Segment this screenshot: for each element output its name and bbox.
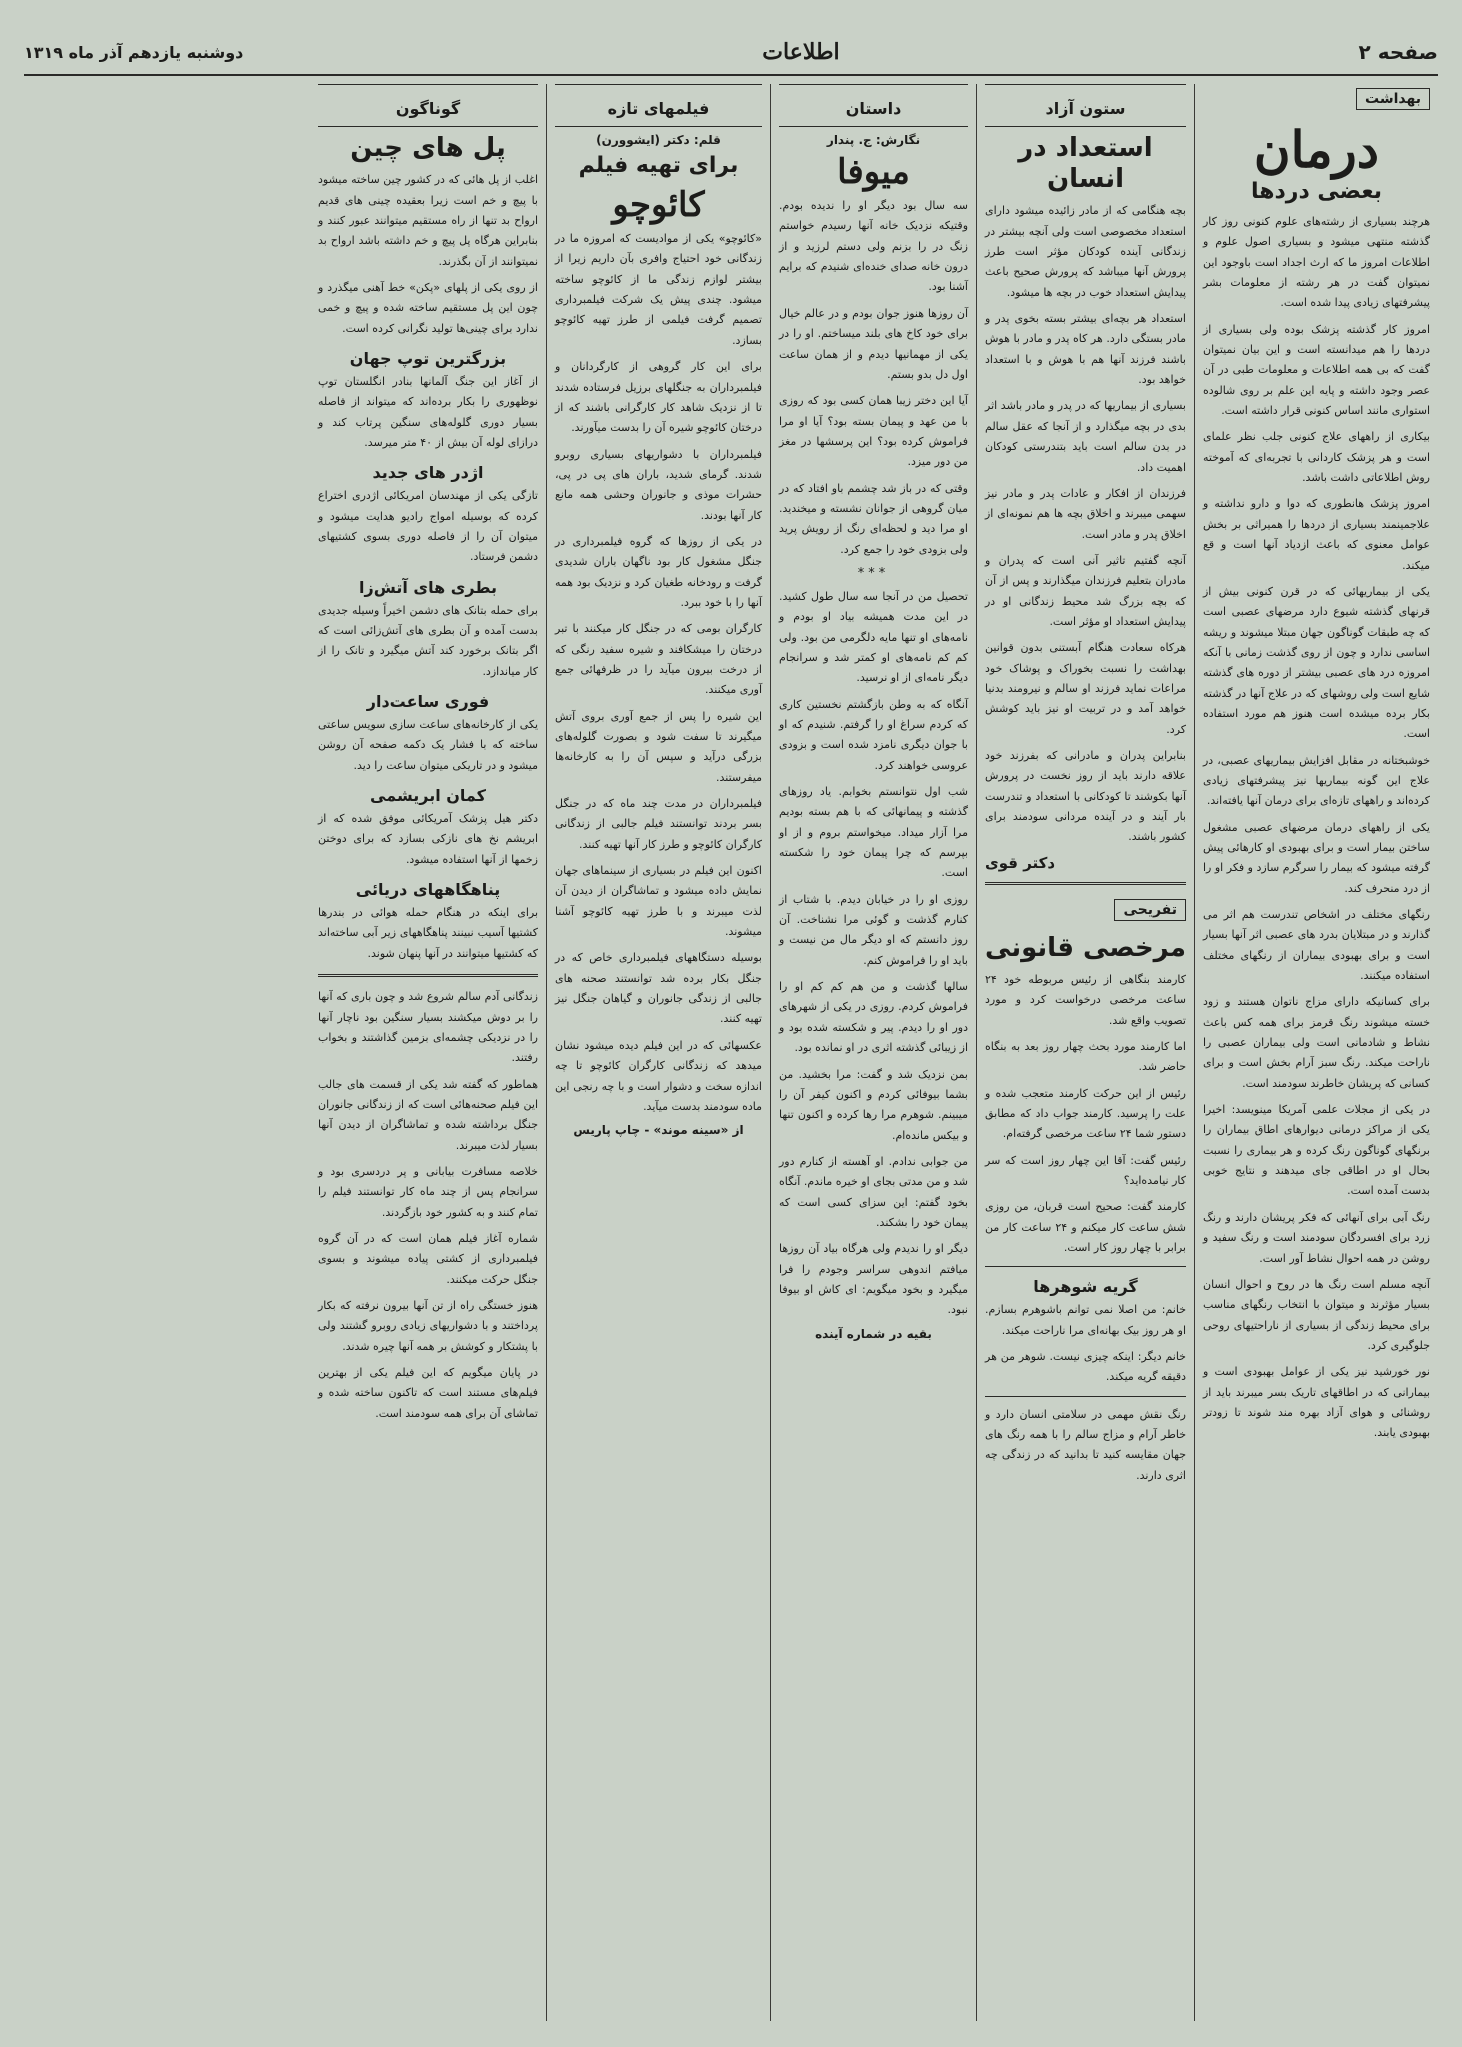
column-health [1194,84,1438,2021]
divider [985,1266,1186,1267]
misc-paragraph: در پایان میگویم که این فیلم یکی از بهترین فیلم‌های مستند است که تاکنون ساخته شده و تماشای آن برای همه سودمند است. [318,1366,538,1420]
misc-paragraph: اغلب از پل هائی که در کشور چین ساخته میشود با پیچ و خم است زیرا بعقیده چینی های قدیم ارواح بد تنها از راه مستقیم میتوانند عبور کنند و بنابراین هرگاه پل پیچ و خم داشته باشد ارواح بد نمیتوانند از آن بگذرند. [318,173,538,268]
headline-for-making-film: برای تهیه فیلم [578,153,739,178]
story-paragraph: وقتی که در باز شد چشمم باو افتاد که در میان گروهی از جوانان نشسته و میخندید. او مرا دید و لحظه‌ای رنگ از رویش پرید ولی بزودی خود را جمع کرد. [779,481,968,556]
section-new-films: فیلمهای تازه [607,99,710,118]
headline-husbands-cry: گریه شوهرها [1033,1277,1138,1297]
free-paragraph: آنچه گفتیم تاثیر آنی است که پدران و مادران بتعلیم فرزندان میگذارند و پس از آن که بچه بزرگ شد محیط زندگانی او در پیدایش استعداد او مؤثر است. [985,553,1186,628]
misc-paragraph: برای اینکه در هنگام حمله هوائی در بندرها کشتیها آسیب نبینند پناهگاههای زیر آبی ساخته‌اند که کشتیها میتوانند در آنها پنهان شوند. [318,906,538,960]
misc-paragraph: از روی یکی از پلهای «پکن» خط آهنی میگذرد و چون این پل مستقیم ساخته شده و پیچ و خمی ندارد برای چینی‌ها تولید نگرانی کرده است. [318,280,538,335]
story-paragraph: تحصیل من در آنجا سه سال طول کشید. در این مدت همیشه بیاد او بودم و نامه‌های او تنها مایه دلگرمی من بود. ولی کم کم نامه‌های او کمتر شد و سرانجام دیگر نامه‌ای از او نرسید. [779,589,968,685]
health-paragraph: برای کسانیکه دارای مزاج ناتوان هستند و زود خسته میشوند رنگ قرمز برای همه کس باعث نشاط و شادمانی است ولی بیماران عصبی را ناراحت میکند. رنگ سبز آرام بخش است و برای کسانی که پریشان خاطرند سودمند است. [1203,995,1430,1090]
story-paragraph: سه سال بود دیگر او را ندیده بودم. وقتیکه نزدیک خانه آنها رسیدم خواستم زنگ در را بزنم ولی دستم لرزید و از درون خانه صدای خنده‌ای شنیدم که برایم آشنا بود. [779,199,968,294]
masthead [24,30,1438,76]
headline-watch: فوری ساعت‌دار [366,692,490,712]
films-paragraph: کارگران بومی که در جنگل کار میکنند با تبر درختان را میشکافند و شیره سفید رنگی که از درخت بیرون میآید را در ظرفهائی جمع آوری میکنند. [555,622,762,697]
section-health: بهداشت [1356,88,1430,110]
health-paragraph: یکی از بیماریهائی که در قرن کنونی بیش از قرنهای گذشته شیوع دارد مرضهای عصبی است که چه طبقات گوناگون جهان مبتلا میشوند و ریشه اساسی ندارد و چون از روی گذشت زمانی با آنکه امروزه درد های عصبی بیشتر از دوره های گذشته شایع است ولی روشهای که در علاج آنها در گذشته بکار برده میشده است هنوز هم مورد استفاده است. [1203,584,1430,741]
headline-chinese-bridges: پل های چین [350,133,506,163]
joke-paragraph: خانم: من اصلا نمی توانم باشوهرم بسازم. او هر روز بیک بهانه‌ای مرا ناراحت میکند. [985,1303,1186,1337]
page-number: صفحه ۲ [1358,40,1438,64]
headline-silk-thread: کمان ابریشمی [370,786,486,806]
column-films [546,84,770,2021]
free-paragraph: رنگ نقش مهمی در سلامتی انسان دارد و خاطر آرام و مزاج سالم را با همه رنگ های جهان مقایسه کنید تا بدانید که در زندگی چه اثری دارند. [985,1407,1186,1482]
section-free-column: ستون آزاد [1045,99,1126,118]
headline-sea-shelters: پناهگاههای دریائی [355,880,501,900]
story-paragraph: سالها گذشت و من هم کم کم او را فراموش کردم. روزی در یکی از شهرهای دور او را دیدم. پیر و شکسته شده بود و از زیبائی گذشته اثری در او نمانده بود. [779,980,968,1055]
divider [985,882,1186,885]
section-break: *** [857,565,890,581]
misc-paragraph: زندگانی آدم سالم شروع شد و چون باری که آنها را بر دوش میکشند بسیار سنگین بود ناچار آنها را در نزدیکی چشمه‌ای بزمین گذاشتند و بخواب رفتند. [318,990,538,1065]
story-paragraph: بمن نزدیک شد و گفت: مرا بخشید. من بشما بیوفائی کردم و اکنون کیفر آن را میبینم. شوهرم مرا رها کرده و اکنون تنها و بیکس مانده‌ام. [779,1067,968,1142]
health-paragraph: رنگهای مختلف در اشخاص تندرست هم اثر می گذارند و در مبتلایان بدرد های عصبی اثر آنها بسیار است و برای بهبودی بیماران از رنگهای مختلف استفاده میکنند. [1203,908,1430,983]
films-paragraph: برای این کار گروهی از کارگردانان و فیلمبرداران به جنگلهای برزیل فرستاده شدند تا از نزدیک شاهد کار کارگرانی باشند که از درختان کائوچو شیره آن را بدست میآورند. [555,360,762,435]
joke-paragraph: اما کارمند مورد بحث چهار روز بعد به بنگاه حاضر شد. [985,1039,1186,1074]
story-header [779,84,968,127]
subhead-some-pains: بعضی دردها [1250,179,1383,204]
free-paragraph: بچه هنگامی که از مادر زائیده میشود دارای استعداد مخصوصی است ولی آنچه بیشتر در زندگانی آینده کودکان مؤثر است طرز پرورش آنها میباشد که پرورش صحیح باعث پیدایش استعداد خوب در بچه ها میشود. [985,204,1186,299]
section-miscellaneous: گوناگون [395,99,461,118]
divider [985,1396,1186,1397]
free-paragraph: استعداد هر بچه‌ای بیشتر بسته بخوی پدر و مادر بستگی دارد. هر کاه پدر و مادر با هوش باشند فرزند آنها هم با هوش و با استعداد خواهد بود. [985,312,1186,387]
misc-paragraph: شماره آغاز فیلم همان است که در آن گروه فیلمبرداری از کشتی پیاده میشوند و بسوی جنگل حرکت میکنند. [318,1231,538,1286]
section-story: داستان [845,99,902,118]
joke-paragraph: رئیس از این حرکت کارمند متعجب شده و علت را پرسید. کارمند جواب داد که مطابق دستور شما ۲۴ ساعت مرخصی گرفته‌ام. [985,1086,1186,1141]
free-column-header [985,84,1186,127]
joke-paragraph: رئیس گفت: آقا این چهار روز است که سر کار نیامده‌اید؟ [985,1153,1186,1187]
story-paragraph: روزی او را در خیابان دیدم. با شتاب از کنارم گذشت و گوئی مرا نشناخت. آن روز دانستم که او دیگر مال من نیست و باید او را فراموش کنم. [779,892,968,967]
misc-paragraph: تازگی یکی از مهندسان امریکائی اژدری اختراع کرده که بوسیله امواج رادیو هدایت میشود و میتوان آن را از فاصله دوری بسوی کشتیهای دشمن فرستاد. [318,489,538,564]
misc-paragraph: از آغاز این جنگ آلمانها بنادر انگلستان توپ نوظهوری را بکار برده‌اند که میتواند از فاصله بسیار دوری گلوله‌های سنگین پرتاب کند و درازای لوله آن بیش از ۴۰ متر میرسد. [318,374,538,449]
headline-new-torpedoes: اژدر های جدید [372,463,484,483]
health-paragraph: هرچند بسیاری از رشته‌های علوم کنونی روز کار گذشته منتهی میشود و بسیاری اصول علوم و اطلاعات امروز ما که ارث اجداد است باوجود این نمیتوان گفت در هر رشته از معلومات بشر پیشرفتهای زیادی پیدا شده است. [1203,215,1430,310]
free-paragraph: فرزندان از افکار و عادات پدر و مادر نیز سهمی میبرند و اخلاق بچه ها هم نمونه‌ای از اخلاق پدر و مادر است. [985,486,1186,541]
column-misc [310,84,546,2021]
story-continued: بقیه در شماره آینده [815,1326,932,1341]
films-header [555,84,762,127]
story-paragraph: آنگاه که به وطن بازگشتم نخستین کاری که کردم سراغ او را گرفتم. شنیدم که او با جوان دیگری نامزد شده است و بزودی عروسی خواهند کرد. [779,697,968,772]
health-paragraph: نور خورشید نیز یکی از عوامل بهبودی است و بیمارانی که در اطاقهای تاریک بسر میبرند باید از روشنائی و هوای آزاد بهره مند شوند تا زودتر بهبودی یابند. [1203,1365,1430,1440]
story-paragraph: من جوابی ندادم. او آهسته از کنارم دور شد و من مدتی بجای او خیره ماندم. آنگاه بخود گفتم: این سزای کسی است که پیمان خود را بشکند. [779,1154,968,1229]
misc-paragraph: برای حمله بتانک های دشمن اخیراً وسیله جدیدی بدست آمده و آن بطری های آتش‌زائی است که اگر بتانک برخورد کند آتش میگیرد و تانک را از کار میاندازد. [318,603,538,678]
author-signature: دکتر قوی [985,853,1056,872]
free-paragraph: بنابراین پدران و مادرانی که بفرزند خود علاقه دارند باید از روز نخست در پرورش آنها بکوشند تا کودکانی با استعداد و تندرست بار آیند و در آینده مردانی سودمند برای کشور باشند. [985,748,1186,844]
story-paragraph: شب اول نتوانستم بخوابم. یاد روزهای گذشته و پیمانهائی که با هم بسته بودیم مرا آزار میداد. میخواستم بروم و از او بپرسم که چرا پیمان خود را شکسته است. [779,785,968,880]
joke-paragraph: خانم دیگر: اینکه چیزی نیست. شوهر من هر دقیقه گریه میکند. [985,1350,1186,1384]
misc-header [318,84,538,127]
films-paragraph: «کائوچو» یکی از موادیست که امروزه ما در زندگانی خود احتیاج وافری بآن داریم زیرا از بیشتر لوازم زندگی ما از کائوچو ساخته میشود. چندی پیش یک شرکت فیلمبرداری تصمیم گرفت فیلمی از طرز تهیه کائوچو بسازد. [555,232,762,347]
health-paragraph: خوشبختانه در مقابل افزایش بیماریهای عصبی، در علاج این گونه بیماریها نیز پیشرفتهای زیادی کرده‌اند و راههای تازه‌ای برای درمان آنها یافته‌اند. [1203,753,1430,808]
films-paragraph: اکنون این فیلم در بسیاری از سینماهای جهان نمایش داده میشود و تماشاگران از دیدن آن لذت میبرند و با طرز تهیه کائوچو آشنا میشوند. [555,864,762,939]
health-paragraph: در یکی از مجلات علمی آمریکا مینویسد: اخیرا یکی از مراکز درمانی دیوارهای اطاق بیماران را برنگهای گوناگون رنگ کرده و هر بیماری را نسبت بحال او در اطاقی جای میدهند و نتایج خوبی بدست آمده است. [1203,1103,1430,1198]
misc-paragraph: خلاصه مسافرت بیابانی و پر دردسری بود و سرانجام پس از چند ماه کار توانستند فیلم را تمام کنند و به کشور خود بازگردند. [318,1164,538,1219]
misc-paragraph: هنوز خستگی راه از تن آنها بیرون نرفته که بکار پرداختند و با دشواریهای زیادی روبرو گشتند ولی با پشتکار و کوشش بر همه آنها چیره شدند. [318,1298,538,1353]
films-paragraph: این شیره را پس از جمع آوری بروی آتش میگیرند تا سفت شود و بصورت گلوله‌های بزرگی درآید و سپس آن را به کارخانه‌ها میفرستند. [555,709,762,784]
story-paragraph: دیگر او را ندیدم ولی هرگاه بیاد آن روزها میافتم اندوهی سراسر وجودم را فرا میگیرد و بخود میگویم: ای کاش او بیوفا نبود. [779,1242,968,1317]
headline-unfaithful: میوفا [837,152,910,192]
section-entertainment: تفریحی [1114,899,1186,921]
misc-paragraph: دکتر هیل پزشک آمریکائی موفق شده که از ابریشم نخ های نازکی بسازد که برای دوختن زخمها از آنها استفاده میشود. [318,812,538,866]
misc-paragraph: هماطور که گفته شد یکی از قسمت های جالب این فیلم صحنه‌هائی است که از زندگانی جانوران جنگل برداشته شده و تماشاگران از دیدن آنها بسیار لذت میبرند. [318,1077,538,1152]
films-paragraph: عکسهائی که در این فیلم دیده میشود نشان میدهد که زندگانی کارگران کائوچو تا چه اندازه سخت و دشوار است و با چه رنجی این ماده سودمند بدست میآید. [555,1038,762,1113]
films-paragraph: فیلمبرداران در مدت چند ماه که در جنگل بسر بردند توانستند فیلم جالبی از زندگانی کارگران کائوچو و طرز کار آنها تهیه کنند. [555,797,762,851]
joke-paragraph: کارمند گفت: صحیح است قربان، من روزی شش ساعت کار میکنم و ۲۴ ساعت کار من برابر با چهار روز کار است. [985,1200,1187,1254]
health-paragraph: رنگ آبی برای آنهائی که فکر پریشان دارند و رنگ زرد برای افسردگان سودمند است و رنگ سفید و روشن در همه احوال نشاط آور است. [1203,1210,1430,1265]
headline-talent: استعداد در انسان [1018,133,1153,195]
divider [318,974,538,977]
column-story [770,84,976,2021]
free-paragraph: هرکاه سعادت هنگام آبستنی بدون قوانین بهداشت را نسبت بخوراک و پوشاک خود مراعات نماید فرزند او سالم و نیرومند بدنیا خواهد آمد و در تربیت او نیز باید کوشش کرد. [985,641,1186,736]
headline-incendiary-bottles: بطری های آتش‌زا [359,577,497,597]
story-paragraph: آن روزها هنوز جوان بودم و در عالم خیال برای خود کاخ های بلند میساختم. او را در یکی از مهمانیها دیدم و از همان ساعت اول دل بدو بستم. [779,306,968,381]
headline-legal-leave: مرخصی قانونی [985,932,1186,963]
story-paragraph: آیا این دختر زیبا همان کسی بود که روزی با من عهد و پیمان بسته بود؟ آیا او مرا فراموش کرده بود؟ این پرسشها در مغز من دور میزد. [779,394,968,469]
films-paragraph: بوسیله دستگاههای فیلمبرداری خاص که در جنگل بکار برده شد توانستند صحنه های جالبی از زندگی جانوران و گیاهان جنگل نیز تهیه کنند. [555,951,762,1026]
health-paragraph: بیکاری از راههای علاج کنونی جلب نظر علمای است و هر پزشک کاردانی با تجربه‌ای که آموخته روش اطلاعاتی داشت باشد. [1203,430,1430,485]
health-paragraph: یکی از راههای درمان مرضهای عصبی مشغول ساختن بیمار است و برای بهبودی او کارهائی پیش گرفته میشود که بیمار را سرگرم سازد و فکر او را از درد منحرف کند. [1203,820,1430,895]
columns [24,84,1438,2021]
misc-paragraph: یکی از کارخانه‌های ساعت سازی سویس ساعتی ساخته که با فشار یک دکمه صفحه آن روشن میشود و در تاریکی میتوان ساعت را دید. [318,718,538,772]
health-paragraph: آنچه مسلم است رنگ ها در روح و احوال انسان بسیار مؤثرند و میتوان با انتخاب رنگهای مناسب برای محیط زندگی از بسیاری از ناراحتیهای روحی جلوگیری کرد. [1203,1277,1430,1352]
headline-rubber: کائوچو [612,185,705,225]
health-paragraph: امروز کار گذشته پزشک بوده ولی بسیاری از دردها را هم میدانسته است و این بیان نمیتوان گفت که بی همه اطلاعات و معلومات طبی در آن عصر وجود داشته و پایه این علم بر روی شالوده استواری مانند اساس کنونی قرار داشته است. [1203,322,1430,418]
headline-biggest-cannon: بزرگترین توپ جهان [349,348,507,368]
issue-date: دوشنبه یازدهم آذر ماه ۱۳۱۹ [24,42,244,62]
health-paragraph: امروز پزشک هانطوری که دوا و دارو نداشته و علاجمینمند بسیاری از دردها را همیراثی بر بخش عوامل معنوی که باعث ازدیاد آنها است و قع میکند. [1203,497,1430,572]
films-byline: قلم: دکتر (ایشوورن) [596,133,721,147]
films-source: از «سینه موند» - چاپ پاریس [573,1123,744,1138]
headline-treatment: درمان [1253,120,1380,179]
newspaper-name: اطلاعات [762,39,840,65]
column-free [976,84,1194,2021]
story-byline: نگارش: ج. پندار [826,133,921,147]
films-paragraph: در یکی از روزها که گروه فیلمبرداری در جنگل مشغول کار بود ناگهان باران شدیدی گرفت و رودخانه طغیان کرد و نزدیک بود همه آنها را با خود ببرد. [555,534,762,609]
films-paragraph: فیلمبرداران با دشواریهای بسیاری روبرو شدند. گرمای شدید، باران های پی در پی، حشرات موذی و جانوران وحشی همه مانع کار آنها بودند. [555,447,762,522]
free-paragraph: بسیاری از بیماریها که در پدر و مادر باشد اثر بدی در بچه میگذارد و از آنجا که عقل سالم در بدن سالم است باید بتندرستی کودکان اهمیت داد. [985,399,1186,474]
joke-paragraph: کارمند بنگاهی از رئیس مربوطه خود ۲۴ ساعت مرخصی درخواست کرد و مورد تصویب واقع شد. [985,972,1186,1027]
